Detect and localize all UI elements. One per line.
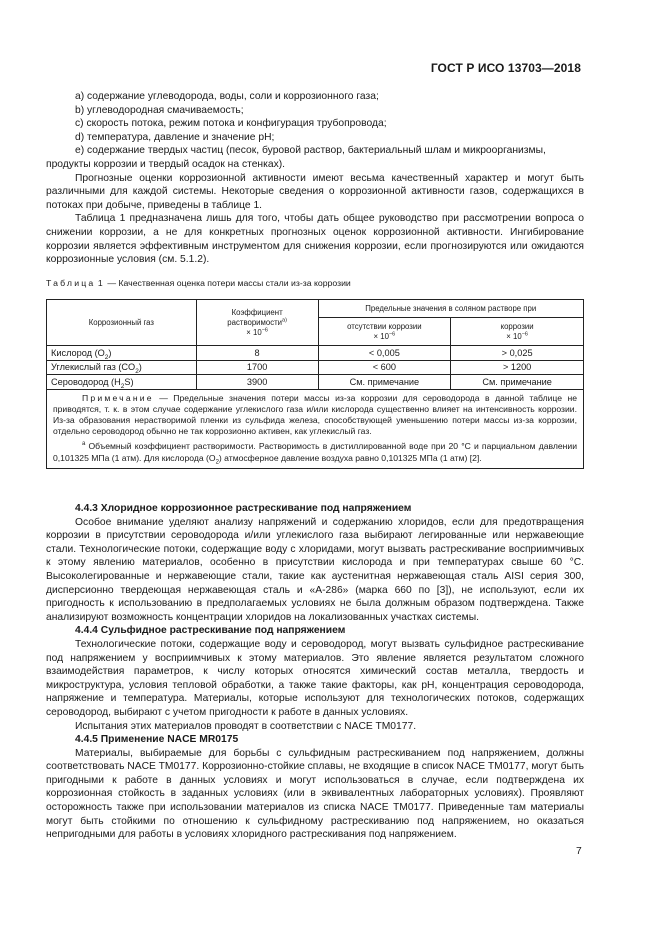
page-number: 7: [576, 846, 582, 857]
table-footnote: $^а$ Объемный коэффициент растворимости. Растворимость в дистиллированной воде при 20 °С и парциальном давлении 0,101325 МПа (1 атм). Для кислорода $(O_2)$ атмосферное давление воздуха равно 0,101325 МПа (1 атм) [2].: [53, 441, 577, 466]
list-item-d: d) температура, давление и значение рН;: [75, 131, 275, 143]
table-notes: [47, 389, 584, 468]
document-header: ГОСТ Р ИСО 13703—2018: [430, 61, 581, 75]
table-note-row: [47, 389, 584, 468]
sections-block: [46, 502, 584, 842]
table-caption: Таблица 1 — Качественная оценка потери массы стали из-за коррозии: [46, 278, 351, 288]
cell-gas: Кислород $(O_2)$: [47, 346, 197, 361]
section-4-4-3-text: Особое внимание уделяют анализу напряжений и содержанию хлоридов, если для предотвращения коррозии в присутствии сероводорода и/или углекислого газа выбирают легированные или нержавеющие стали. Технологические потоки, содержащие воду с хлоридами, могут вызвать растрескивание восприимчивых к этому явлению материалов, особенно в присутствии кислорода и при температурах свыше 60 °С. Высоколегированные и нержавеющие стали, такие как аустенитная нержавеющая сталь AISI серия 300, дисперсионно твердеющая нержавеющая сталь и «А-286» (марка 660 по [3]), не используют, если их пригодность к использованию в предполагаемых условиях не была должным образом подтверждена. Также анализируют возможность концентрации хлоридов на локализованных участках системы.: [46, 516, 584, 623]
cell-coefficient: 1700: [196, 360, 318, 375]
list-item-b: b) углеводородная смачиваемость;: [75, 104, 244, 116]
header-coefficient: Коэффициент растворимости$^{а)}$ × $10^{-6}$: [196, 300, 318, 346]
table-row: [47, 346, 584, 361]
cell-gas: Сероводород $(H_2S)$: [47, 375, 197, 390]
list-item-e-cont: продукты коррозии и твердый осадок на стенках).: [46, 158, 286, 170]
list-item-a: а) содержание углеводорода, воды, соли и коррозионного газа;: [75, 91, 379, 102]
cell-no-corrosion: < 0,005: [318, 346, 451, 361]
header-limits: Предельные значения в соляном растворе при: [318, 300, 584, 318]
table-row: [47, 360, 584, 375]
header-no-corrosion: отсутствии коррозии × $10^{-6}$: [318, 318, 451, 346]
table-row: [47, 375, 584, 390]
list-item-c: c) скорость потока, режим потока и конфигурация трубопровода;: [75, 118, 387, 130]
cell-no-corrosion: См. примечание: [318, 375, 451, 390]
list-item-e: e) содержание твердых частиц (песок, буровой раствор, бактериальный шлам и микроорганизмы,: [75, 145, 546, 157]
cell-corrosion: См. примечание: [451, 375, 584, 390]
header-gas: Коррозионный газ: [47, 300, 197, 346]
table-header-row-1: [47, 300, 584, 318]
table-block: [46, 277, 584, 469]
paragraph-1: Прогнозные оценки коррозионной активности имеют весьма качественный характер и могут быть различными для каждой системы. Некоторые сведения о коррозионной активности газов, содержащихся в потоках при добыче, приведены в таблице 1.: [46, 172, 584, 211]
section-4-4-5-text: Материалы, выбираемые для борьбы с сульфидным растрескиванием под напряжением, должны соответствовать NACE TM0177. Коррозионно-стойкие сплавы, не входящие в список NACE TM0177, могут быть пригодными к работе в данных условиях и могут использоваться в случае, если подтверждена их коррозионная стойкость в заданных условиях (или в эквивалентных лабораторных условиях). Проявляют осторожность также при использовании материалов из списка NACE TM0177. Приведенные там материалы могут быть стойкими по отношению к сульфидному растрескиванию под напряжением, но оказаться непригодными для работы в условиях хлоридного растрескивания под напряжением.: [46, 747, 584, 841]
list-block: [46, 90, 584, 267]
header-corrosion: коррозии × $10^{-6}$: [451, 318, 584, 346]
cell-coefficient: 3900: [196, 375, 318, 390]
cell-corrosion: > 0,025: [451, 346, 584, 361]
section-4-4-4-text-2: Испытания этих материалов проводят в соответствии с NACE TM0177.: [75, 720, 417, 732]
cell-coefficient: 8: [196, 346, 318, 361]
table-note: Примечание — Предельные значения потери массы из-за коррозии для сероводорода в данной таблице не приводятся, т. к. в этом случае содержание углекислого газа и/или кислорода существенно влияет на интенсивность коррозии. Из-за образования нерастворимой пленки из сульфида железа, способствующей уменьшению потери массы из-за коррозии, отдельно сероводород обычно не так коррозионно активен, как углекислый газ.: [53, 392, 578, 437]
cell-corrosion: > 1200: [451, 360, 584, 375]
cell-no-corrosion: < 600: [318, 360, 451, 375]
section-4-4-5-title: 4.4.5 Применение NACE MR0175: [75, 734, 239, 746]
section-4-4-3-title: 4.4.3 Хлоридное коррозионное растрескивание под напряжением: [75, 503, 412, 514]
section-4-4-4-text: Технологические потоки, содержащие воду и сероводород, могут вызвать сульфидное растрескивание под напряжением у восприимчивых к этому материалов. Это явление является результатом сложного взаимодействия параметров, к числу которых относятся химический состав металла, твердость и микроструктура, условия тепловой обработки, а также такие факторы, как рН, концентрация сероводорода, напряжение и температура. Материалы, которые используют для технологических потоков, содержащих сероводород, выбирают с учетом пригодности к работе в данных условиях.: [46, 638, 584, 718]
section-4-4-4-title: 4.4.4 Сульфидное растрескивание под напряжением: [75, 625, 346, 637]
paragraph-2: Таблица 1 предназначена лишь для того, чтобы дать общее руководство при рассмотрении вопроса о снижении коррозии, а не для конкретных прогнозных оценок коррозионной активности. Ингибирование коррозии является эффективным инструментом для снижения коррозии, если прогнозируются или ожидаются коррозионные условия (см. 5.1.2).: [46, 213, 584, 266]
cell-gas: Углекислый газ $(CO_2)$: [47, 360, 197, 375]
corrosion-table: [46, 299, 584, 469]
